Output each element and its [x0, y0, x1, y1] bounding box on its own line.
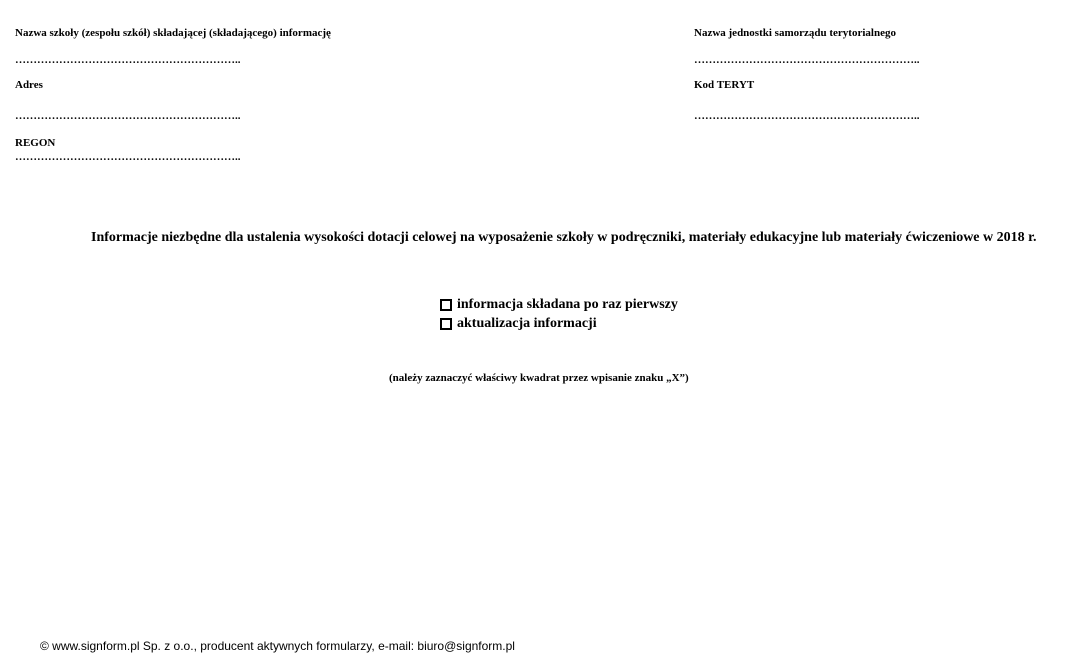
checkbox-icon[interactable]	[440, 299, 452, 311]
checkbox-icon[interactable]	[440, 318, 452, 330]
footer-copyright: © www.signform.pl Sp. z o.o., producent aktywnych formularzy, e-mail: biuro@signform.pl	[40, 639, 515, 653]
regon-field[interactable]: ……………………………………………………..	[15, 151, 241, 163]
regon-label: REGON	[15, 137, 56, 149]
address-label: Adres	[15, 79, 43, 91]
option-first-submission-label: informacja składana po raz pierwszy	[457, 297, 678, 312]
teryt-field[interactable]: ……………………………………………………..	[694, 110, 920, 122]
option-update-label: aktualizacja informacji	[457, 316, 597, 331]
school-name-label: Nazwa szkoły (zespołu szkół) składającej (składającego) informację	[15, 27, 331, 39]
teryt-label: Kod TERYT	[694, 79, 755, 91]
option-update[interactable]	[440, 316, 597, 332]
address-field[interactable]: ……………………………………………………..	[15, 110, 241, 122]
document-title: Informacje niezbędne dla ustalenia wysokości dotacji celowej na wyposażenie szkoły w podręczniki, materiały edukacyjne lub materiały ćwiczeniowe w 2018 r.	[91, 230, 1037, 245]
school-name-field[interactable]: ……………………………………………………..	[15, 54, 241, 66]
jst-name-field[interactable]: ……………………………………………………..	[694, 54, 920, 66]
jst-name-label: Nazwa jednostki samorządu terytorialnego	[694, 27, 896, 39]
instruction-note: (należy zaznaczyć właściwy kwadrat przez wpisanie znaku „X”)	[389, 372, 689, 384]
option-first-submission[interactable]	[440, 297, 678, 313]
